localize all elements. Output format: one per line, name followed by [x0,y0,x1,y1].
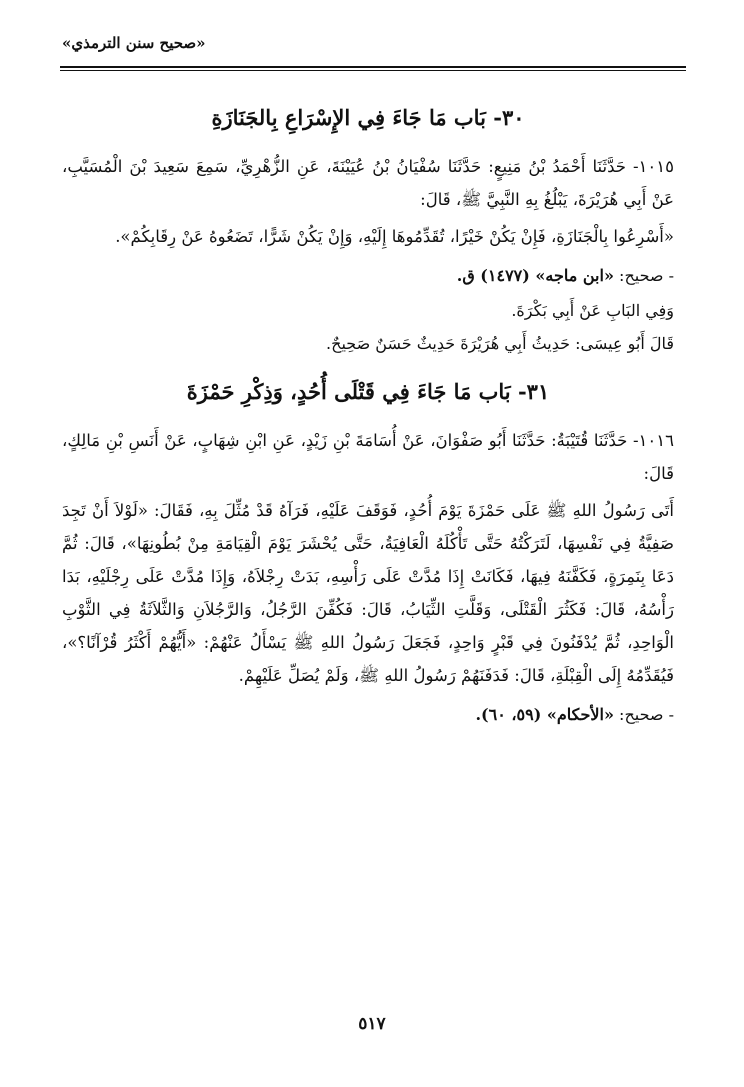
grade-source: «الأحكام» (٥٩، ٦٠). [475,705,614,724]
hadith-1016-grade [62,698,674,731]
header-rule [60,66,686,68]
hadith-1016-text: أَتَى رَسُولُ اللهِ ﷺ عَلَى حَمْزَةَ يَوْمَ أُحُدٍ، فَوَقَفَ عَلَيْهِ، فَرَآهُ قَدْ مُثِّلَ بِهِ، فَقَالَ: «لَوْلاَ أَنْ تَجِدَ صَفِيَّةُ فِي نَفْسِهَا، لَتَرَكْتُهُ حَتَّى تَأْكُلَهُ الْعَافِيَةُ، حَتَّى يُحْشَرَ يَوْمَ الْقِيَامَةِ مِنْ بُطُونِهَا»، قَالَ: ثُمَّ دَعَا بِنَمِرَةٍ، فَكَفَّنَهُ فِيهَا، فَكَانَتْ إِذَا مُدَّتْ عَلَى رَأْسِهِ، بَدَتْ رِجْلاَهُ، وَإِذَا مُدَّتْ عَلَى رِجْلَيْهِ، بَدَا رَأْسُهُ، قَالَ: فَكَثُرَ الْقَتْلَى، وَقَلَّتِ الثِّيَابُ، قَالَ: فَكُفِّنَ الرَّجُلُ، وَالرَّجُلاَنِ وَالثَّلاَثَةُ فِي الثَّوْبِ الْوَاحِدِ، ثُمَّ يُدْفَنُونَ فِي قَبْرٍ وَاحِدٍ، فَجَعَلَ رَسُولُ اللهِ ﷺ يَسْأَلُ عَنْهُمْ: «أَيُّهُمْ أَكْثَرُ قُرْآنًا؟»، فَيُقَدِّمُهُ إِلَى الْقِبْلَةِ، قَالَ: فَدَفَنَهُمْ رَسُولُ اللهِ ﷺ، وَلَمْ يُصَلِّ عَلَيْهِمْ. [62,501,674,685]
grade-source: «ابن ماجه» (١٤٧٧) ق. [456,266,614,285]
header-rule-thin [60,70,686,71]
author-comment: قَالَ أَبُو عِيسَى: حَدِيثُ أَبِي هُرَيْرَةَ حَدِيثٌ حَسَنٌ صَحِيحٌ. [326,334,674,353]
page-content [62,98,674,733]
grade-label: - صحيح: [619,266,674,285]
hadith-1015-isnad: ١٠١٥- حَدَّثَنَا أَحْمَدُ بْنُ مَنِيعٍ: حَدَّثَنَا سُفْيَانُ بْنُ عُيَيْنَةَ، عَنِ الزُّهْرِيِّ، سَمِعَ سَعِيدَ بْنَ الْمُسَيَّبِ، عَنْ أَبِي هُرَيْرَةَ، يَبْلُغُ بِهِ النَّبِيَّ ﷺ، قَالَ: [62,157,674,209]
hadith-1015-text: «أَسْرِعُوا بِالْجَنَازَةِ، فَإِنْ يَكُنْ خَيْرًا، تُقَدِّمُوهَا إِلَيْهِ، وَإِنْ يَكُنْ شَرًّا، تَضَعُوهُ عَنْ رِقَابِكُمْ». [115,227,674,246]
hadith-1015-grade [62,259,674,292]
grade-label: - صحيح: [619,705,674,724]
chapter-title-30: ٣٠- بَاب مَا جَاءَ فِي الإِسْرَاعِ بِالجَنَازَةِ [211,105,525,130]
hadith-1016-isnad: ١٠١٦- حَدَّثَنَا قُتَيْبَةُ: حَدَّثَنَا أَبُو صَفْوَانَ، عَنْ أُسَامَةَ بْنِ زَيْدٍ، عَنِ ابْنِ شِهَابٍ، عَنْ أَنَسِ بْنِ مَالِكٍ، قَالَ: [62,431,674,483]
chapter-title-31: ٣١- بَاب مَا جَاءَ فِي قَتْلَى أُحُدٍ، وَذِكْرِ حَمْزَةَ [186,379,550,404]
page-number: ٥١٧ [358,1014,386,1034]
running-header: «صحيح سنن الترمذي» [62,34,206,52]
chapter-note: وَفِي البَابِ عَنْ أَبِي بَكْرَةَ. [511,301,674,320]
